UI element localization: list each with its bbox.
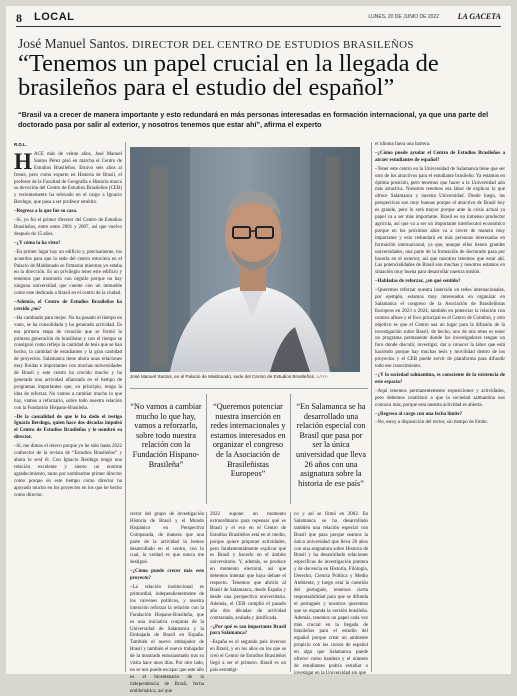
article-paragraph: –Queremos reforzar nuestra inserción en redes internacionales, por ejemplo, estamos muy interesados en organizar en Salamanca el congreso de la Asociación de Brasileñistas Europeos en 2023 o 2024, también en potenciar la relación con centros afines y el foco principal es el Centro de Coimbra, y otro objetivo es que el Centro sea un lugar para la difusión de la investigación sobre Brasil, de hecho, uno de mis retos es tener un programa permanente donde los investigadores tengan un foro donde discutir, investigar, dar a conocer la labor que está haciendo porque hay muchas tesis y movilidad dentro de los proyectos y el CEB puede servir de plataforma para difundir todo ese conocimiento. bbox=[375, 288, 505, 370]
pullquote-2 bbox=[210, 402, 286, 479]
pullquote-1-text: “No vamos a cambiar mucho lo que hay, vamos a reforzarlo, sobre todo nuestra relación con la Fundación Hispano-Brasileña” bbox=[130, 402, 202, 469]
photo-agency: LAYA bbox=[316, 374, 328, 379]
column-rule bbox=[206, 512, 207, 672]
article-paragraph: rector del grupo de investigación Historia de Brasil y el Mundo Hispánico en Perspectiva Comparada, de manera que una parte de la actividad la hemos desarrollado en el centro, con lo cual, la verdad es que nunca me desligué. bbox=[130, 512, 204, 566]
interview-question: –¿Y cómo la ha visto? bbox=[14, 240, 61, 246]
article-column-2 bbox=[130, 512, 204, 694]
portrait-photo bbox=[130, 147, 360, 372]
newspaper-page bbox=[6, 6, 511, 694]
article-paragraph: 2022 supone un momento extraordinario para repensar qué es Brasil y el eco en el Centro de Estudios Brasileños está en el medio, porque quiere proponer actividades, pero fundamentalmente explicar qué es Brasil y hacerlo en el ámbito universitario. Y, además, se produce en momento electoral, así que debemos intentar que haya debate el respecto. Tenemos que abrirlo al Brasil de Salamanca, desde España y desde una perspectiva universitaria. Además, el CEB cumplió el pasado año dos décadas de actividad contrastada, avalada y justificada. bbox=[210, 512, 286, 621]
interview-question: –De la casualidad de que le ha dado el testigo Ignacio Berdugo, quien hace dos décadas impulsó el Centro de Estudios Brasileños y le nombró su director. bbox=[14, 414, 122, 441]
newspaper-name: LA GACETA bbox=[457, 12, 501, 21]
article-paragraph: –Tener este centro en la Universidad de Salamanca tiene que ser otro de los atractivos para el estudiante brasileño. Ya estamos en óptima posición, pero tenemos que hacer a la Universidad aún más atractiva. Nosotros tenemos esa labor de explicar lo que ofrece Salamanca y nuestra Universidad. Desde luego, las perspectivas son muy buenas porque el atractivo de Brasil hoy es grande, pero lo será mayor porque ante la crisis actual ya papel va a ser más importante. Brasil es un inmenso productor agrícola, así que va a ser un importante interlocutor económico porque en los próximos años va a crecer de manera muy importante y esto redundará en más personas interesadas en formación internacional, ya que, aunque ellos tienen grandes universidades, una parte de la formación de doctorado pasa por hacerla en el exterior, así que nosotros tenemos que estar ahí. Las potencialidades de Brasil son muchas y nosotros estamos en situación muy buena para desarrollar nuestra misión. bbox=[375, 166, 505, 276]
page-header bbox=[16, 12, 501, 27]
interview-question: –Habladas de reforzar, ¿en qué sentido? bbox=[375, 279, 461, 285]
section-name: LOCAL bbox=[34, 11, 75, 23]
interview-question: –Además, el Centro de Estudios Brasileños ha crecido ¿no? bbox=[14, 300, 122, 312]
pullquote-1 bbox=[130, 402, 202, 469]
deck: “Brasil va a crecer de manera importante y esto redundará en más personas interesadas en formación internacional, ya que una parte del doctorado pasa por salir al exterior, y nosotros tenemos que estar ahí”, afirma el experto bbox=[18, 110, 489, 129]
interview-question: –Regresa a la que fue su casa. bbox=[14, 209, 78, 215]
headline: “Tenemos un papel crucial en la llegada de brasileños para el estudio del español” bbox=[18, 50, 439, 101]
article-paragraph: el idioma fuera una barrera. bbox=[375, 142, 431, 147]
article-paragraph: –Aquí tenemos permanentemente exposiciones y actividades, pero debemos contribuir a que la sociedad salmantina nos conozca más, porque esta nuestra actividad es abierta. bbox=[375, 388, 505, 408]
interviewee-name: José Manuel Santos. bbox=[18, 36, 129, 51]
column-rule bbox=[125, 142, 126, 672]
caption-text: José Manuel Santos, en el Palacio de Maldonado, sede del Centro de Estudios Brasileños. bbox=[130, 374, 316, 379]
article-paragraph: ACE más de veinte años, José Manuel Santos Pérez pisó en marcha el Centro de Estudios Brasileños. Estuvo seis años al frente, pero como experto en Historia de Brasil, el profesor de la Facultad de Geografía e Historia marca su devoción del Centro de Estudios Brasileños (CEB) y recientemente ha relevado en el cargo a Ignacio Berdugo, que pasa a ser profesor emérito. bbox=[14, 151, 122, 206]
column-rule bbox=[290, 512, 291, 672]
article-paragraph: –Ha cambiado para mejor. No ha pasado el tiempo en vano, se ha consolidado y ha generado actividad. Es esa primera etapa de creación que se formó la primera generación de brasilistas y con el tiempo se consiguió como reflejo la cantidad de tesis que se han hecho, la cantidad de estudiantes y la gran cantidad de proyectos. Salamanca tiene ahora unas relaciones muy fluidas e importantes con muchas universidades de Brasil y este centro ha crecido mucho y ha generado una actividad afianzada en el tiempo de programas importantes que, en principio, tenga la idea de reforzar. No vamos a cambiar mucho lo que hay, vamos a reforzarlo, sobre todo nuestra relación con la Fundación Hispano-Brasileña. bbox=[14, 315, 122, 411]
interview-question: –¿Regresa al cargo con una fecha límite? bbox=[375, 411, 463, 417]
pullquote-3-text: “En Salamanca se ha desarrollado una relación especial con Brasil que pasa por ser la única universidad que lleva 26 años con una asignatura sobre la historia de ese país” bbox=[295, 402, 367, 488]
article-paragraph: –Sí, me dimos el relevo porque yo he sido hasta 2022 codirector de la revista de “Estudios Brasileños” y ahora lo será él. Con Ignacio Berdugo tengo una relación excelente y siento un enorme agradecimiento, tanto por nombrarme primer director como porque en este tiempo como director ha apoyado mucho en los proyectos en los que he hecho como director. bbox=[14, 444, 122, 498]
column-rule bbox=[290, 394, 291, 504]
article-paragraph: –No, estoy a disposición del rector, sin tiempo de límite. bbox=[375, 420, 488, 426]
article-paragraph: –En primer lugar hay un edificio y, precisamente, los acuerdos para que la sede del centro estuviera en el Palacio de Maldonado se firmaron mientras yo estaba en la dirección. Es un privilegio tener este edificio y tenemos que mostrarlo con orgullo porque no hay ninguna universidad que cuente con un inmueble como este dedicado a Brasil en el centro de la ciudad. bbox=[14, 249, 122, 297]
article-paragraph: co y así se firmó en 2002. En Salamanca se ha desarrollado también una relación especial con Brasil que pasa porque seamos la única universidad que lleva 26 años con una asignatura sobre Historia de Brasil y ha desarrollado relaciones específicas de investigación puntera y de docencia en Historia, Filología, Derecho, Ciencia Política y Medio Ambiente, y luego está la cuestión del portugués, tenemos cierta responsabilidad para que se difunda el portugués y nosotros queremos que se expanda la versión brasileña. Además, tenemos un papel cada vez más crucial en la llegada de brasileños para el estudio del español porque crear un ambiente propicio con los cursos de español en algo que Salamanca puede ofrecer como bandera y el número de estudiantes podría estudiar o investigar en la Universidad sin que bbox=[294, 512, 368, 676]
column-rule bbox=[206, 394, 207, 504]
pullquote-2-text: “Queremos potenciar nuestra inserción en redes internacionales y estamos interesados en organizar el congreso de la Asociación de Brasileñistas Europeos” bbox=[210, 402, 286, 479]
page-number: 8 bbox=[16, 11, 22, 25]
byline: R.D.L. bbox=[14, 142, 27, 147]
drop-cap: H bbox=[14, 148, 32, 174]
interview-question: –¿Cómo puede ayudar el Centro de Estudios Brasileños a atraer estudiantes de español? bbox=[375, 150, 505, 163]
interview-question: –¿Y la sociedad salmantina, es consciente de la existencia de este espacio? bbox=[375, 373, 505, 385]
article-column-5 bbox=[375, 142, 505, 672]
pullquote-top-rule bbox=[130, 388, 368, 389]
interviewee-role: DIRECTOR DEL CENTRO DE ESTUDIOS BRASILEÑOS bbox=[132, 39, 414, 51]
interview-question: –¿Por qué es tan importante Brasil para Salamanca? bbox=[210, 624, 286, 637]
article-paragraph: –España es el segundo país inversor en Brasil, y en los años en los que se creó el Centro de Estudios Brasileños llegó a ser el primero. Brasil es un país estratégi- bbox=[210, 640, 286, 673]
article-column-4 bbox=[294, 512, 368, 676]
photo-caption bbox=[130, 374, 366, 379]
article-column-3 bbox=[210, 512, 286, 672]
column-rule bbox=[371, 142, 372, 672]
article-column-1 bbox=[14, 142, 122, 672]
issue-date: LUNES, 20 DE JUNIO DE 2022 bbox=[368, 14, 439, 20]
article-paragraph: –Sí, yo fui el primer director del Centro de Estudios Brasileños, entre entre 2001 y 2007, así que vuelvo después de 15 años. bbox=[14, 218, 122, 237]
interview-question: –¿Cómo puede crecer más este proyecto? bbox=[130, 569, 204, 582]
article-paragraph: –La relación institucional es primordial, independientemente de los vaivenes políticos, y nuestra intención reforzar la relación con la Fundación Hispano-Brasileña, que es una iniciativa conjunta de la Universidad de Salamanca y la Embajada de Brasil en España. También el nuevo embajador de Brasil y también el nuevo trabajador de la mostrado entusiasmado tras su visita hace unos días. Por otro lado, no se nos puede escapar que este año es el bicentenario de la independencia de Brasil, fecha emblemática, así que bbox=[130, 585, 204, 694]
pullquote-3 bbox=[294, 402, 368, 488]
